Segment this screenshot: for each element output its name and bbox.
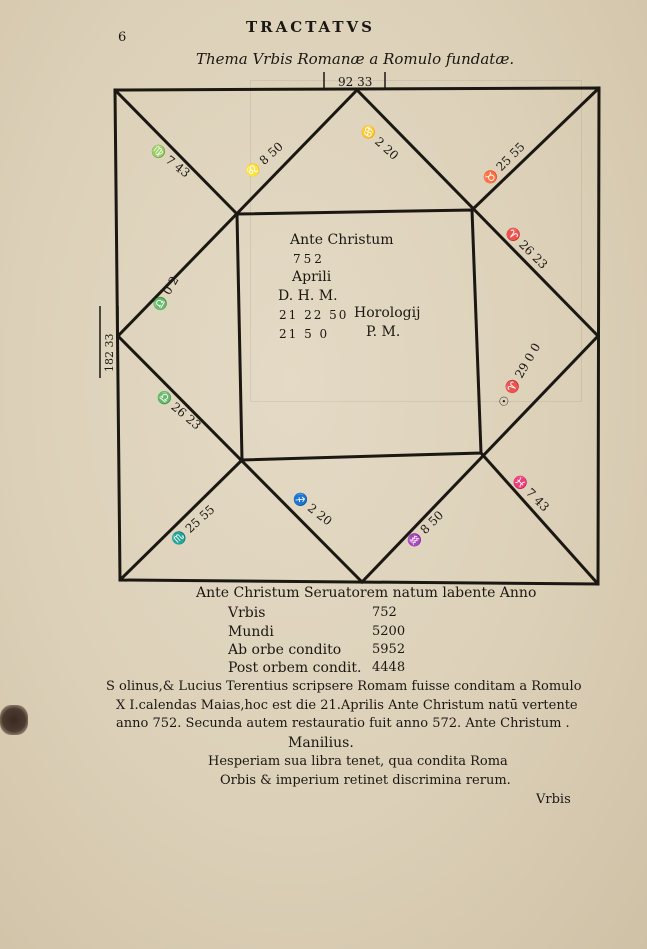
diagonal-tl [115, 90, 237, 214]
house-4: ♉ 25 55 [480, 139, 528, 188]
house-2: ♌ 8 50 [242, 139, 286, 181]
diagonal-br [481, 453, 598, 584]
running-head: TRACTATVS [246, 18, 375, 36]
row-label-1: Vrbis [228, 605, 266, 621]
row-value-4: 4448 [372, 660, 406, 675]
house-10: ♏ 25 55 [168, 502, 218, 549]
center-pm-time: 21 5 0 [279, 327, 330, 341]
verse-line-1: Hesperiam sua libra tenet, qua condita Roma [208, 754, 508, 769]
diagonal-bl [120, 460, 242, 580]
house-8: ♒ 8 50 [404, 508, 447, 551]
row-value-1: 752 [372, 605, 397, 620]
house-11: ♎ 26 23 [154, 387, 204, 433]
center-horologij: Horologij [354, 305, 421, 321]
row-value-3: 5952 [372, 642, 406, 657]
center-pm: P. M. [366, 324, 401, 340]
center-dhm: D. H. M. [278, 288, 338, 304]
paragraph-line-3: anno 752. Secunda autem restauratio fuit anno 572. Ante Christum . [116, 716, 570, 731]
chart-caption: Thema Vrbis Romanæ a Romulo fundatæ. [196, 50, 515, 68]
house-1: ♍ 7 43 [148, 141, 193, 181]
center-title: Ante Christum [290, 232, 394, 248]
verse-line-2: Orbis & imperium retinet discrimina rerum. [220, 773, 511, 788]
row-value-2: 5200 [372, 624, 406, 639]
row-label-3: Ab orbe condito [228, 642, 342, 658]
catchword: Vrbis [536, 792, 571, 807]
text-line-1: Ante Christum Seruatorem natum labente Anno [196, 585, 537, 601]
author-name: Manilius. [288, 735, 354, 751]
left-mark: 182 33 [103, 333, 116, 372]
page-number: 6 [118, 30, 127, 45]
center-year: 752 [293, 252, 325, 266]
house-9: ♐ 2 20 [290, 489, 335, 529]
row-label-2: Mundi [228, 624, 274, 640]
diamond [118, 90, 598, 582]
center-month: Aprili [292, 269, 332, 285]
center-time: 21 22 50 [279, 308, 349, 322]
paragraph-line-2: X I.calendas Maias,hoc est die 21.Aprilis Ante Christum natū vertente [116, 698, 578, 713]
top-mark: 92 33 [338, 75, 373, 89]
house-12: ♎ 0 2 [150, 273, 182, 314]
house-5: ♈ 26 23 [502, 224, 551, 272]
house-6: ☉ ♈ 29 0 0 [495, 340, 544, 410]
row-label-4: Post orbem condit. [228, 660, 362, 676]
house-7: ♓ 7 43 [509, 472, 552, 515]
diagonal-tr [472, 88, 599, 210]
house-3: ♋ 2 20 [357, 121, 402, 163]
paragraph-line-1: S olinus,& Lucius Terentius scripsere Romam fuisse conditam a Romulo [106, 679, 582, 694]
